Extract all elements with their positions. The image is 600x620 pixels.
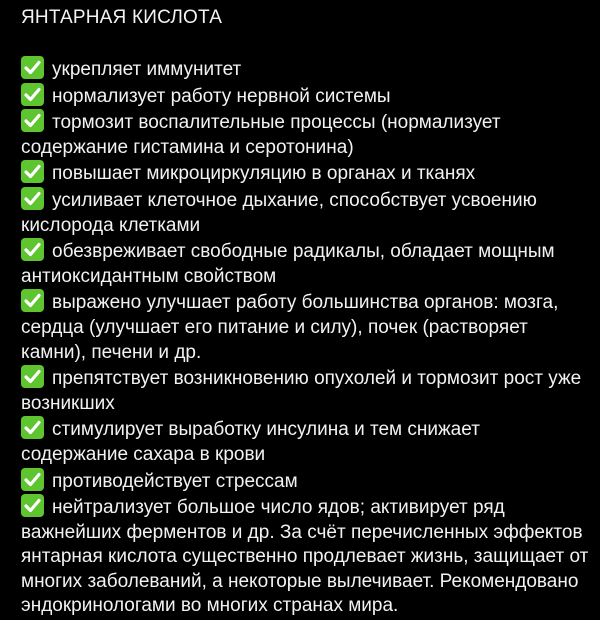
list-item xyxy=(21,289,592,365)
check-mark-icon xyxy=(21,365,44,388)
list-item xyxy=(21,56,592,83)
benefits-list xyxy=(21,56,592,619)
list-item-text: стимулирует выработку инсулина и тем снижает содержание сахара в крови xyxy=(21,419,480,465)
list-item xyxy=(21,494,592,619)
list-item-text: обезвреживает свободные радикалы, обладает мощным антиоксидантным свойством xyxy=(21,241,555,287)
check-mark-icon xyxy=(21,494,44,517)
list-item-text: повышает микроциркуляцию в органах и тканях xyxy=(52,163,476,185)
list-item-text: нормализует работу нервной системы xyxy=(52,85,391,107)
list-item xyxy=(21,160,592,187)
list-item xyxy=(21,365,592,416)
check-mark-icon xyxy=(21,56,44,79)
list-item-text: препятствует возникновению опухолей и тормозит рост уже возникших xyxy=(21,368,582,414)
check-mark-icon xyxy=(21,83,44,106)
check-mark-icon xyxy=(21,238,44,261)
check-mark-icon xyxy=(21,289,44,312)
list-item-text: выражено улучшает работу большинства органов: мозга, сердца (улучшает его питание и силу), почек (растворяет камни), печени и др. xyxy=(21,292,559,363)
list-item-text: противодействует стрессам xyxy=(52,470,298,492)
check-mark-icon xyxy=(21,468,44,491)
check-mark-icon xyxy=(21,416,44,439)
check-mark-icon xyxy=(21,187,44,210)
list-item-text: усиливает клеточное дыхание, способствует усвоению кислорода клетками xyxy=(21,189,537,236)
list-item xyxy=(21,109,592,160)
list-item-text: укрепляет иммунитет xyxy=(52,59,242,80)
list-item-text: нейтрализует большое число ядов; активирует ряд важнейших ферментов и др. За счёт перечисленных эффектов янтарная кислота существенно продлевает жизнь, защищает от многих заболеваний, а некоторые вылечивает. Рекомендовано эндокринологами во многих странах мира. xyxy=(21,497,589,617)
list-item xyxy=(21,416,592,467)
post-title: ЯНТАРНАЯ КИСЛОТА xyxy=(21,7,223,28)
list-item xyxy=(21,83,592,110)
list-item-text: тормозит воспалительные процессы (нормализует содержание гистамина и серотонина) xyxy=(21,112,501,158)
list-item xyxy=(21,468,592,495)
list-item xyxy=(21,187,592,238)
check-mark-icon xyxy=(21,160,44,183)
check-mark-icon xyxy=(21,109,44,132)
list-item xyxy=(21,238,592,289)
